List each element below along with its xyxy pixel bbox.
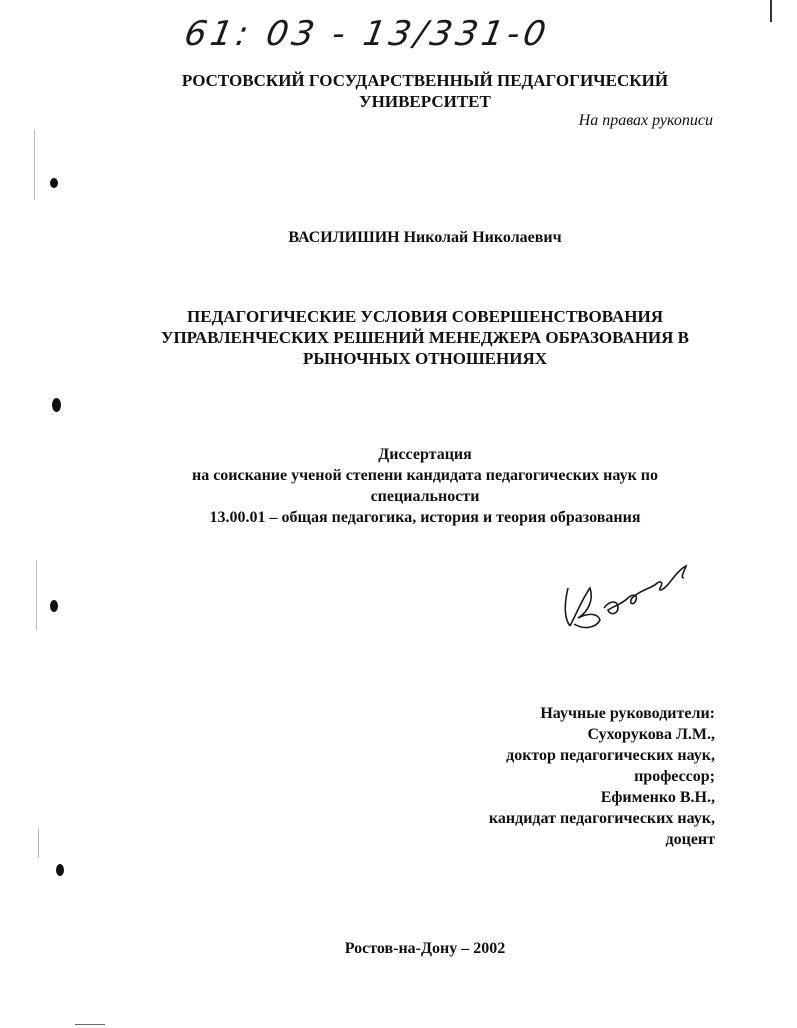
degree-line-4: 13.00.01 – общая педагогика, история и теория образования — [209, 509, 641, 526]
scan-punch-mark — [50, 600, 58, 612]
university-line-2: УНИВЕРСИТЕТ — [359, 92, 491, 111]
scan-punch-mark — [50, 178, 58, 188]
supervisor-2-degree: кандидат педагогических наук, — [488, 810, 715, 827]
supervisors-block — [400, 703, 715, 850]
author-given-names: Николай Николаевич — [403, 229, 562, 246]
supervisor-1-degree: доктор педагогических наук, — [506, 747, 715, 764]
title-line-1: ПЕДАГОГИЧЕСКИЕ УСЛОВИЯ СОВЕРШЕНСТВОВАНИЯ — [187, 307, 663, 326]
dissertation-title — [100, 306, 750, 369]
scan-punch-mark — [56, 864, 64, 876]
author-name — [100, 229, 750, 247]
degree-line-2: на соискание ученой степени кандидата педагогических наук по — [191, 467, 659, 484]
top-right-edge-line — [770, 0, 772, 22]
supervisor-2-title: доцент — [665, 831, 715, 848]
university-line-1: РОСТОВСКИЙ ГОСУДАРСТВЕННЫЙ ПЕДАГОГИЧЕСКИЙ — [181, 71, 669, 90]
supervisor-1-title: профессор; — [634, 768, 715, 785]
scan-edge-line — [34, 130, 35, 200]
degree-line-3: специальности — [370, 488, 480, 505]
rights-note: На правах рукописи — [578, 112, 713, 129]
university-name — [100, 70, 750, 112]
title-line-3: РЫНОЧНЫХ ОТНОШЕНИЯХ — [302, 349, 548, 368]
scan-edge-line — [38, 828, 39, 858]
scan-bottom-line — [75, 1024, 105, 1025]
scan-punch-mark — [52, 398, 61, 412]
supervisor-1-name: Сухорукова Л.М., — [587, 726, 715, 743]
supervisors-heading: Научные руководители: — [540, 705, 715, 722]
title-line-2: УПРАВЛЕНЧЕСКИХ РЕШЕНИЙ МЕНЕДЖЕРА ОБРАЗОВАНИЯ В — [160, 328, 690, 347]
handwritten-archive-code: 61: 03 - 13/331-0 — [181, 14, 553, 54]
handwritten-signature — [560, 560, 705, 635]
supervisor-2-name: Ефименко В.Н., — [600, 789, 715, 806]
author-surname: ВАСИЛИШИН — [288, 229, 400, 246]
city-and-year: Ростов-на-Дону – 2002 — [344, 940, 506, 957]
degree-statement — [100, 444, 750, 528]
degree-line-1: Диссертация — [378, 446, 472, 463]
scan-edge-line — [36, 560, 37, 630]
